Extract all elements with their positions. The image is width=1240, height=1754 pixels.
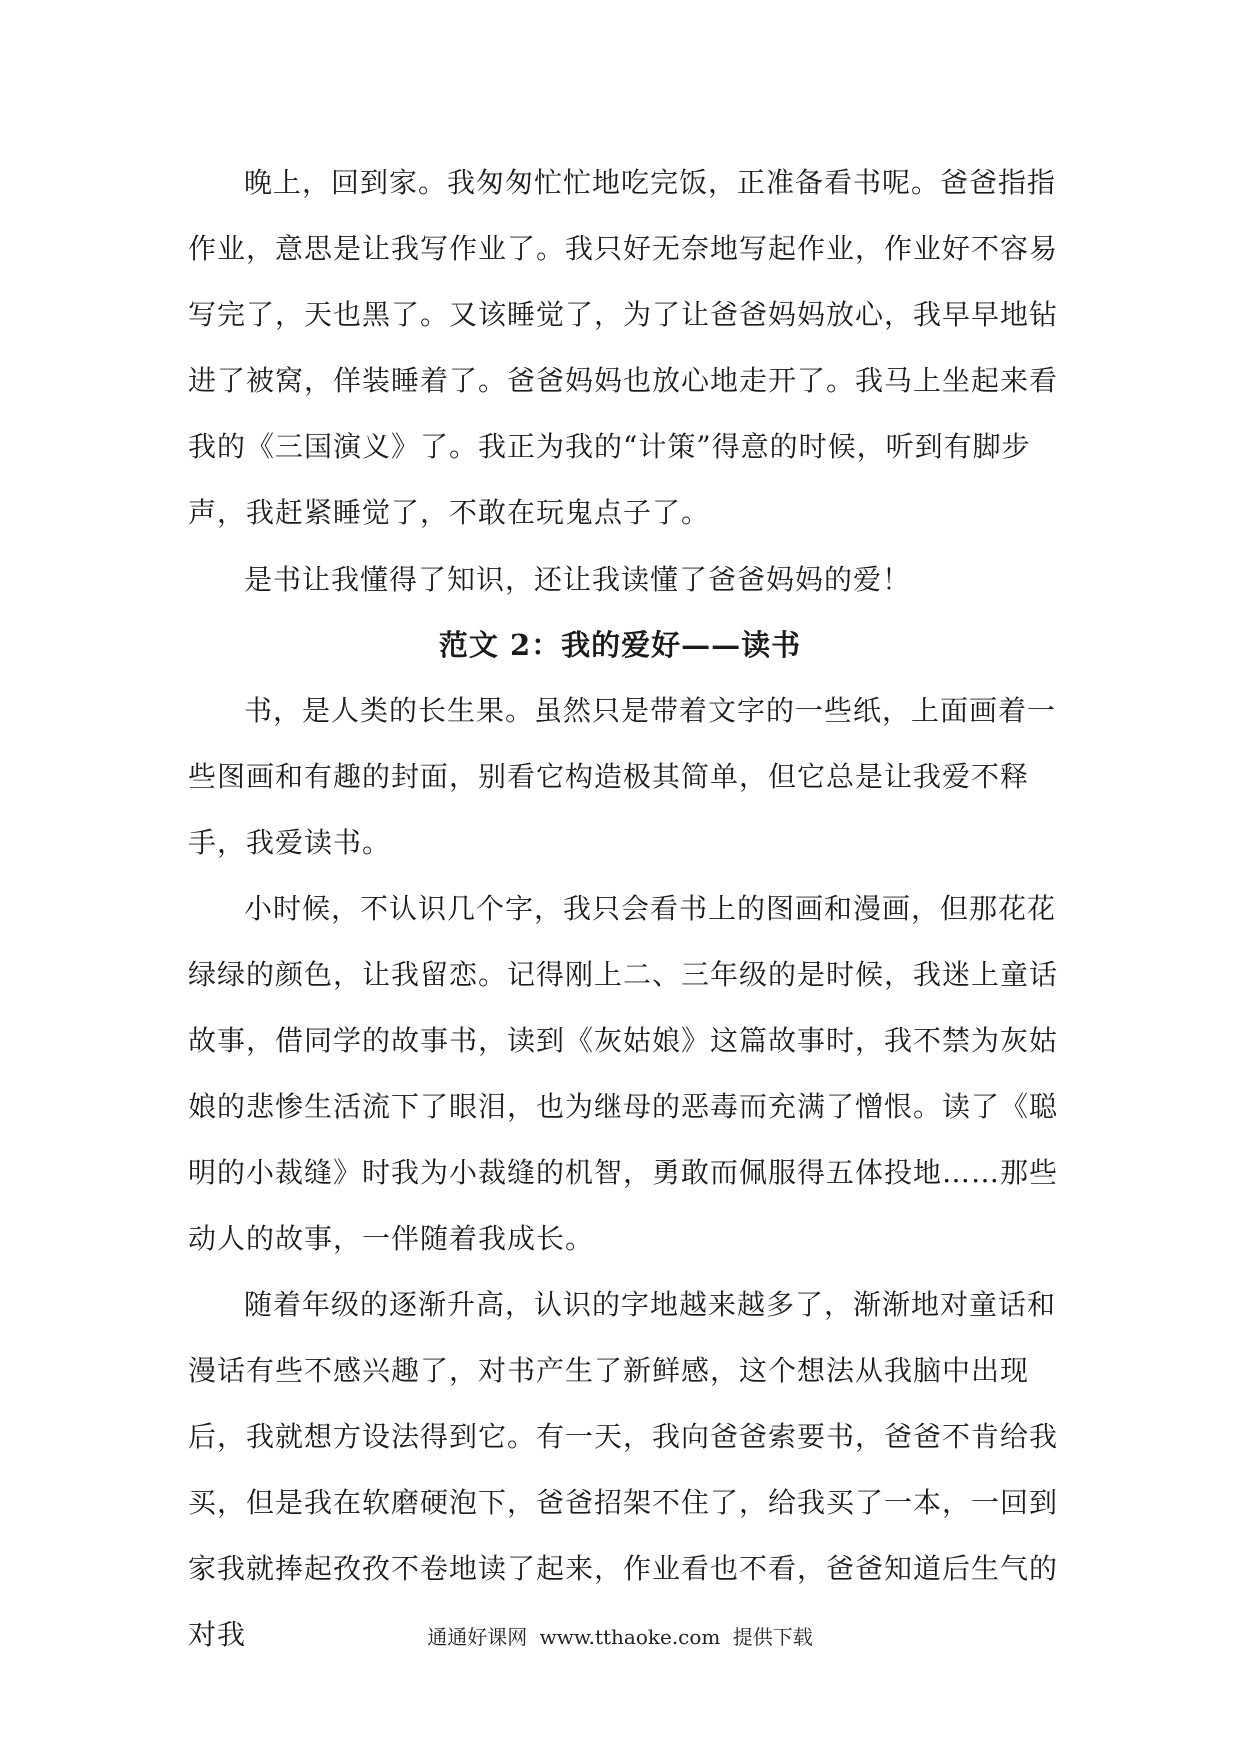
footer-site-name: 通通好课网 [427,1625,528,1649]
paragraph: 晚上，回到家。我匆匆忙忙地吃完饭，正准备看书呢。爸爸指指作业，意思是让我写作业了。我只好无奈地写起作业，作业好不容易写完了，天也黑了。又该睡觉了，为了让爸爸妈妈放心，我早早地钻进了被窝，佯装睡着了。爸爸妈妈也放心地走开了。我马上坐起来看我的《三国演义》了。我正为我的“计策”得意的时候，听到有脚步声，我赶紧睡觉了，不敢在玩鬼点子了。 [188,166,1059,529]
footer-note: 提供下载 [732,1625,813,1649]
essay-title: 范文 2：我的爱好——读书 [438,628,802,662]
page-footer [0,1622,1240,1652]
essay-body-part-2 [188,678,1058,1668]
paragraph: 随着年级的逐渐升高，认识的字地越来越多了，渐渐地对童话和漫话有些不感兴趣了，对书产生了新鲜感，这个想法从我脑中出现后，我就想方设法得到它。有一天，我向爸爸索要书，爸爸不肯给我买，但是我在软磨硬泡下，爸爸招架不住了，给我买了一本，一回到家我就捧起孜孜不卷地读了起来，作业看也不看，爸爸知道后生气的对我 [188,1288,1059,1651]
closing-line: 是书让我懂得了知识，还让我读懂了爸爸妈妈的爱！ [244,563,912,596]
paragraph: 小时候，不认识几个字，我只会看书上的图画和漫画，但那花花绿绿的颜色，让我留恋。记得刚上二、三年级的是时候，我迷上童话故事，借同学的故事书，读到《灰姑娘》这篇故事时，我不禁为灰姑娘的悲惨生活流下了眼泪，也为继母的恶毒而充满了憎恨。读了《聪明的小裁缝》时我为小裁缝的机智，勇敢而佩服得五体投地……那些动人的故事，一伴随着我成长。 [188,892,1059,1255]
footer-url[interactable]: www.tthaoke.com [539,1625,721,1649]
paragraph: 书，是人类的长生果。虽然只是带着文字的一些纸，上面画着一些图画和有趣的封面，别看它构造极其简单，但它总是让我爱不释手，我爱读书。 [188,694,1057,859]
essay-body-part-1 [188,150,1058,546]
closing-line-block [188,547,1058,613]
